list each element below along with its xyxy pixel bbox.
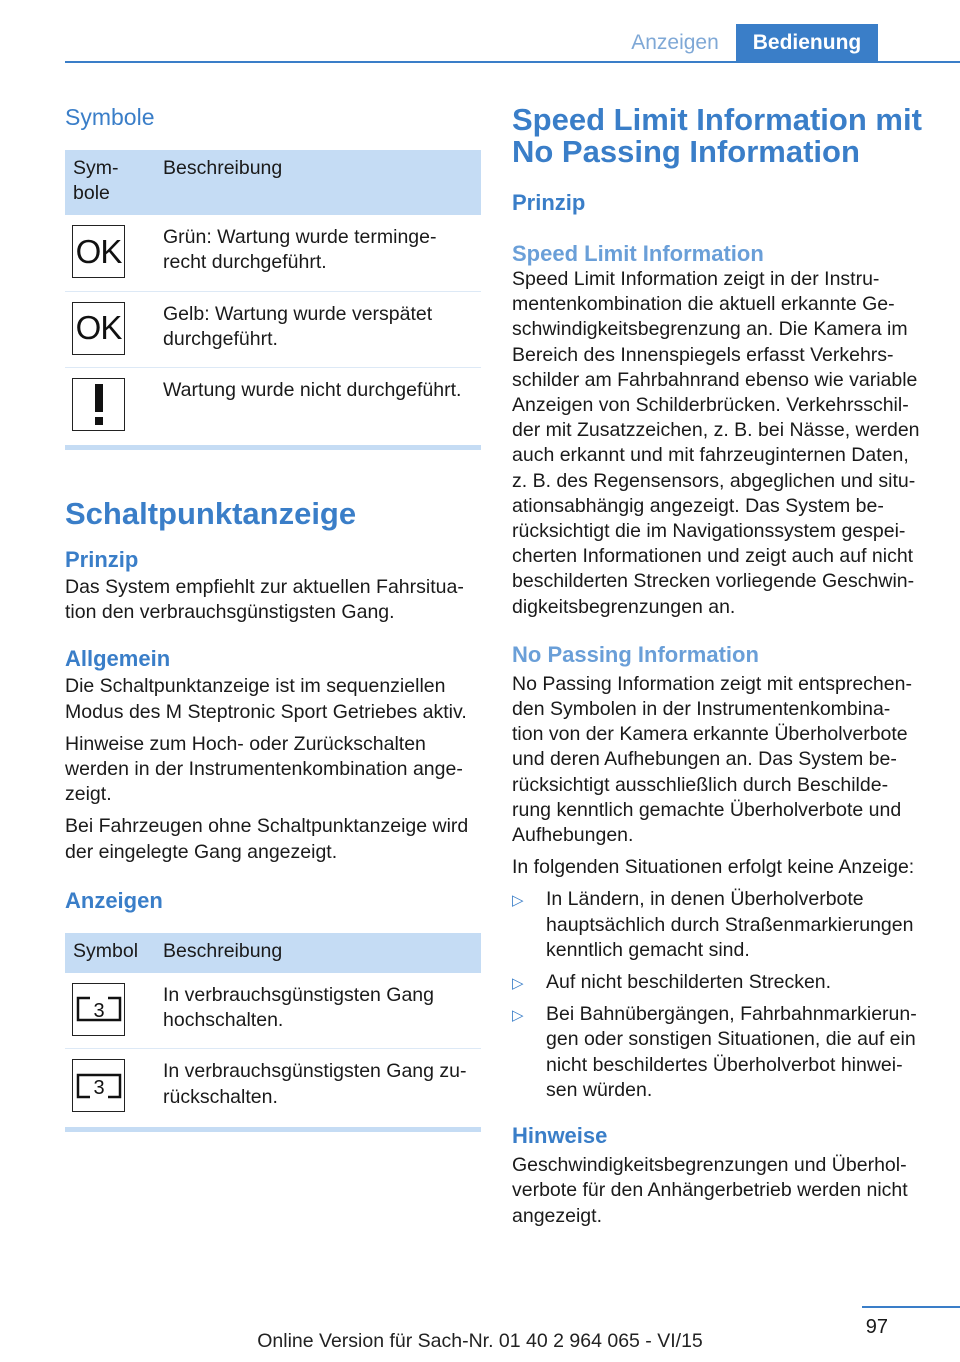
row-description: Gelb: Wartung wurde verspätet durchgeführt. <box>163 291 481 367</box>
gear-up-icon <box>72 983 125 1036</box>
allgemein-paragraph-1: Die Schaltpunktanzeige ist im sequenziellen Modus des M Steptronic Sport Getriebes aktiv. <box>65 675 467 723</box>
sli-text: Speed Limit Information zeigt in der Instru- mentenkombination die aktuell erkannte Ge- schwindigkeitsbegrenzung an. Die Kamera im Bereich des Innenspiegels erfasst Verkehrs- schilder am Fahrbahnrand ebenso wie variable Anzeigen von Schilderbrücken. Verkehrsschil- der mit Zusatzzeichen, z. B. bei Nässe, werden auch erkannt und mit fahrzeuginternen Daten, z. B. des Regensensors, abgeglichen und situ- ationsabhängig angezeigt. Das System be- rücksichtigt die im Navigationssystem gespei- cherten Informationen und zeigt auch auf nicht beschilderten Strecken vorliegende Geschwin- digkeitsbegrenzungen an. <box>512 268 920 618</box>
hinweise-text: Geschwindigkeitsbegrenzungen und Überhol- verbote für den Anhängerbetrieb werden nicht angezeigt. <box>512 1154 908 1227</box>
prinzip-heading-left: Prinzip <box>65 547 139 572</box>
table-row <box>65 291 481 367</box>
gear-down-icon <box>72 1059 125 1112</box>
allgemein-paragraph-3: Bei Fahrzeugen ohne Schaltpunktanzeige wird der eingelegte Gang angezeigt. <box>65 815 469 863</box>
row-description: In verbrauchsgünstigsten Gang hochschalten. <box>163 973 481 1049</box>
col-header-symbole: Sym- bole <box>65 150 163 215</box>
row-description: Grün: Wartung wurde terminge- recht durchgeführt. <box>163 215 481 291</box>
npi-heading: No Passing Information <box>512 641 759 667</box>
table-row <box>65 215 481 291</box>
triangle-bullet-icon: ▷ <box>512 892 524 910</box>
table-row <box>65 367 481 439</box>
triangle-bullet-icon: ▷ <box>512 1007 524 1025</box>
allgemein-heading: Allgemein <box>65 646 171 672</box>
symbole-table <box>65 150 481 439</box>
row-description: In verbrauchsgünstigsten Gang zu- rückschalten. <box>163 1060 467 1108</box>
list-item: ▷ In Ländern, in denen Überholverbote hauptsächlich durch Straßenmarkierungen kenntlich gemacht sind. <box>512 888 914 961</box>
left-column <box>65 104 481 1132</box>
hinweise-heading: Hinweise <box>512 1123 608 1149</box>
table-row <box>65 973 481 1049</box>
right-column <box>512 104 930 1229</box>
service-ok-yellow-icon: OK <box>72 302 125 355</box>
row-description: Wartung wurde nicht durchgeführt. <box>163 378 462 401</box>
allgemein-paragraph-2: Hinweise zum Hoch- oder Zurückschalten werden in der Instrumentenkombination ange- zeigt. <box>65 732 463 806</box>
tab-bedienung: Bedienung <box>736 24 878 61</box>
svg-text:3: 3 <box>92 1000 105 1023</box>
footer-rule <box>862 1306 960 1308</box>
situation-list <box>512 887 930 1103</box>
list-item: ▷ Bei Bahnübergängen, Fahrbahnmarkierun- gen oder sonstigen Situationen, die auf ein nicht beschildertes Überholverbot hinwei- sen würden. <box>512 1003 917 1101</box>
page-number: 97 <box>865 1316 888 1338</box>
list-item: ▷ Auf nicht beschilderten Strecken. <box>512 970 930 995</box>
prinzip-heading-right: Prinzip <box>512 190 586 215</box>
symbole-heading: Symbole <box>65 104 155 130</box>
triangle-bullet-icon: ▷ <box>512 975 524 993</box>
table-row <box>65 1049 481 1121</box>
svg-text:3: 3 <box>92 1076 105 1099</box>
speed-limit-heading: Speed Limit Information mit No Passing Information <box>512 102 922 169</box>
footer-text: Online Version für Sach-Nr. 01 40 2 964 065 - VI/15 <box>257 1330 703 1352</box>
header-rule <box>65 61 960 63</box>
prinzip-text-left: Das System empfiehlt zur aktuellen Fahrsitua- tion den verbrauchsgünstigsten Gang. <box>65 576 464 624</box>
table-end-bar <box>65 445 481 450</box>
anzeigen-table <box>65 933 481 1121</box>
npi-text: No Passing Information zeigt mit entsprechen- den Symbolen in der Instrumentenkombina- tion von der Kamera erkannte Überholverbote und deren Aufhebungen an. Das System be- rücksichtigt ausschließlich durch Beschilde- rung kenntlich gemachte Überholverbote und Aufhebungen. <box>512 672 912 847</box>
col-header-beschreibung: Beschreibung <box>163 933 481 973</box>
col-header-symbol: Symbol <box>65 933 163 973</box>
service-ok-green-icon: OK <box>72 225 125 278</box>
anzeigen-heading: Anzeigen <box>65 887 163 913</box>
npi-text-2: In folgenden Situationen erfolgt keine Anzeige: <box>512 856 915 879</box>
schaltpunktanzeige-heading: Schaltpunktanzeige <box>65 496 357 531</box>
tab-anzeigen: Anzeigen <box>631 31 719 54</box>
col-header-beschreibung: Beschreibung <box>163 150 481 215</box>
sli-heading: Speed Limit Information <box>512 241 764 266</box>
table-end-bar <box>65 1127 481 1132</box>
exclamation-icon <box>72 378 125 431</box>
